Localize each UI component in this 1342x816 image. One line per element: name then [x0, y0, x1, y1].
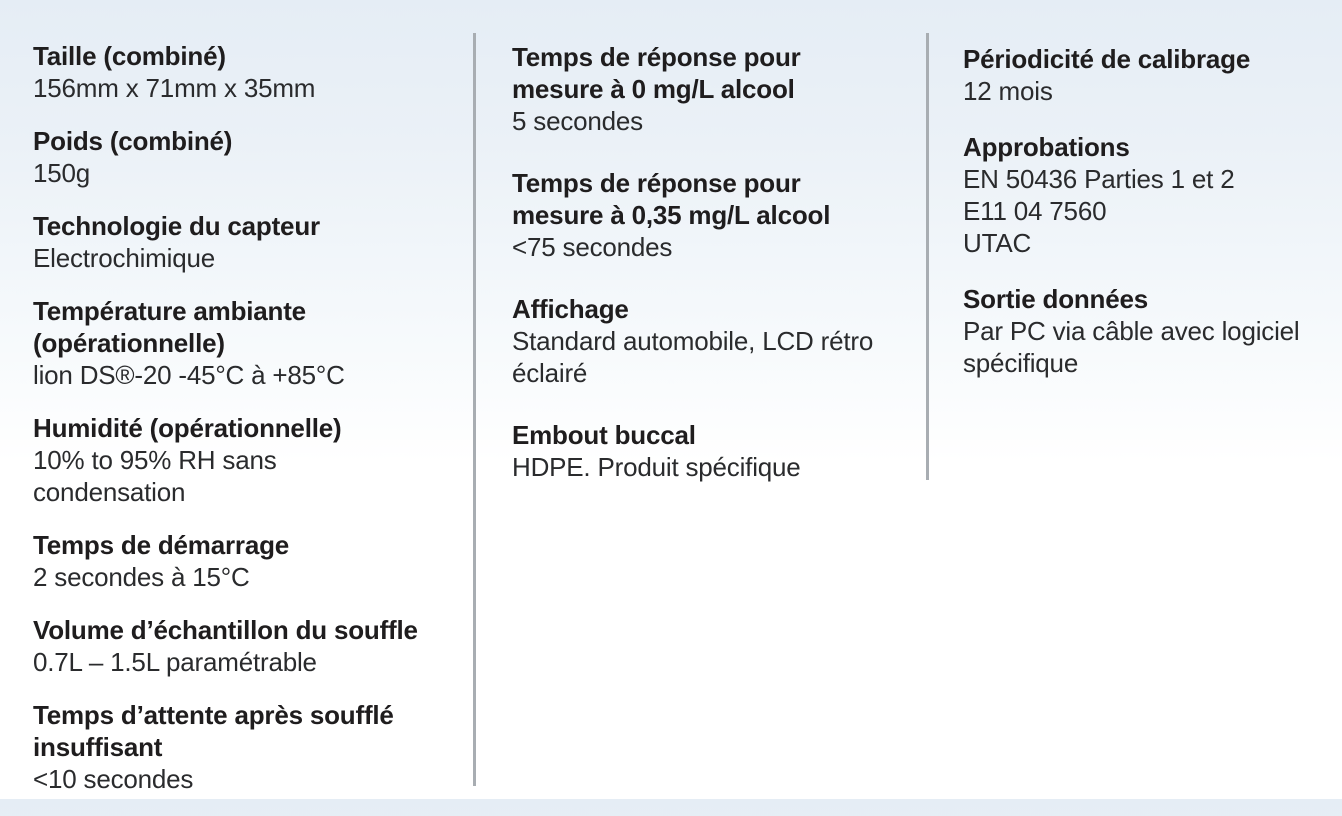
spec-block-volume [33, 614, 465, 678]
spec-term: Temps de réponse pour [512, 42, 801, 72]
spec-block-taille [33, 40, 465, 104]
spec-term: mesure à 0,35 mg/L alcool [512, 200, 831, 230]
spec-value: 156mm x 71mm x 35mm [33, 73, 316, 103]
spec-value: E11 04 7560 [963, 196, 1107, 226]
spec-term: Temps d’attente après soufflé [33, 700, 394, 730]
spec-block-attente [33, 699, 465, 795]
spec-value: 150g [33, 158, 91, 188]
column-divider [926, 33, 929, 480]
spec-term: Volume d’échantillon du souffle [33, 615, 418, 645]
spec-column-left [33, 40, 465, 816]
spec-value: spécifique [963, 348, 1079, 378]
spec-value: 2 secondes à 15°C [33, 562, 250, 592]
spec-value: UTAC [963, 228, 1032, 258]
spec-term: Sortie données [963, 284, 1149, 314]
spec-term: Poids (combiné) [33, 126, 233, 156]
spec-value: HDPE. Produit spécifique [512, 452, 801, 482]
spec-term: Approbations [963, 132, 1130, 162]
spec-block-humidite [33, 412, 465, 508]
spec-block-calibrage [963, 43, 1335, 107]
spec-value: 10% to 95% RH sans [33, 445, 277, 475]
spec-column-middle [512, 41, 914, 513]
spec-value: lion DS®-20 -45°C à +85°C [33, 360, 345, 390]
spec-block-temperature [33, 295, 465, 391]
spec-block-approbations [963, 131, 1335, 259]
spec-block-technologie [33, 210, 465, 274]
spec-block-embout [512, 419, 914, 483]
spec-value: Standard automobile, LCD rétro [512, 326, 874, 356]
spec-block-reponse-0 [512, 41, 914, 137]
spec-value: 12 mois [963, 76, 1053, 106]
spec-term: (opérationnelle) [33, 328, 225, 358]
spec-value: Electrochimique [33, 243, 215, 273]
spec-term: Périodicité de calibrage [963, 44, 1251, 74]
spec-value: <75 secondes [512, 232, 673, 262]
spec-term: insuffisant [33, 732, 163, 762]
spec-term: Embout buccal [512, 420, 696, 450]
spec-value: 0.7L – 1.5L paramétrable [33, 647, 317, 677]
spec-term: Température ambiante [33, 296, 306, 326]
spec-block-affichage [512, 293, 914, 389]
spec-term: Technologie du capteur [33, 211, 320, 241]
spec-value: <10 secondes [33, 764, 194, 794]
column-divider [473, 33, 476, 786]
spec-term: mesure à 0 mg/L alcool [512, 74, 795, 104]
spec-value: EN 50436 Parties 1 et 2 [963, 164, 1235, 194]
spec-term: Taille (combiné) [33, 41, 226, 71]
spec-column-right [963, 43, 1335, 403]
spec-value: éclairé [512, 358, 588, 388]
spec-value: Par PC via câble avec logiciel [963, 316, 1300, 346]
spec-term: Affichage [512, 294, 629, 324]
spec-term: Temps de démarrage [33, 530, 290, 560]
spec-block-demarrage [33, 529, 465, 593]
spec-block-poids [33, 125, 465, 189]
spec-term: Temps de réponse pour [512, 168, 801, 198]
spec-value: condensation [33, 477, 186, 507]
spec-block-reponse-035 [512, 167, 914, 263]
spec-block-sortie [963, 283, 1335, 379]
spec-value: 5 secondes [512, 106, 643, 136]
spec-term: Humidité (opérationnelle) [33, 413, 342, 443]
